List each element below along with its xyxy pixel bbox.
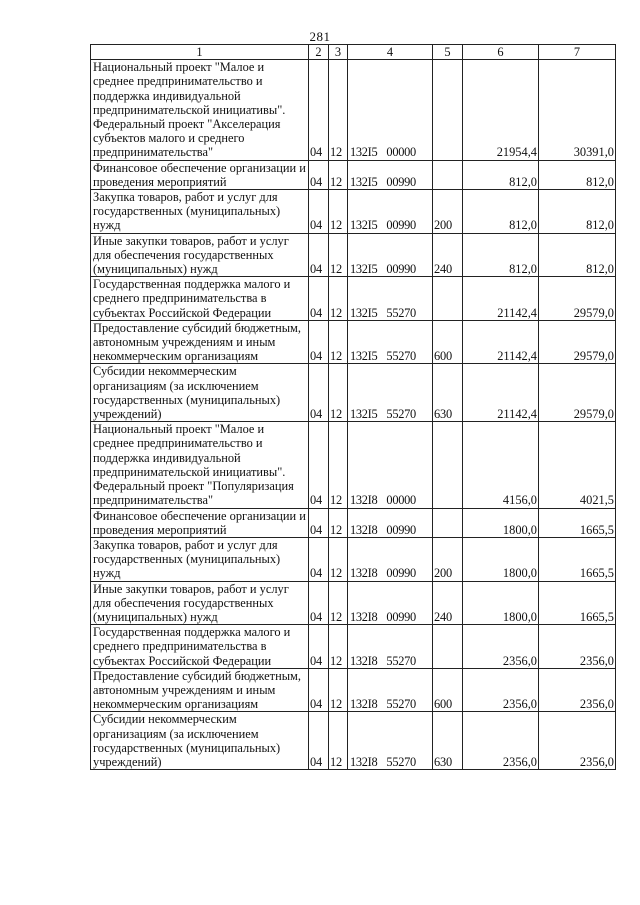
- direction-code: 00990: [386, 174, 416, 189]
- target-article-cell: [348, 668, 433, 712]
- program-code: 132I5: [350, 305, 378, 320]
- row-name-cell: Предоставление субсидий бюджетным, автономным учреждениям и иным некоммерческим организациям: [91, 320, 309, 364]
- row-name-cell: Финансовое обеспечение организации и проведения мероприятий: [91, 508, 309, 537]
- target-article-cell: [348, 60, 433, 160]
- direction-code: 55270: [386, 407, 416, 422]
- amount-year2-cell: 1665,5: [539, 537, 616, 581]
- subsection-code-cell: 12: [329, 625, 348, 669]
- section-code-cell: 04: [309, 508, 329, 537]
- table-row: [91, 233, 616, 277]
- amount-year1-cell: 21954,4: [463, 60, 539, 160]
- program-code: 132I8: [350, 653, 378, 668]
- amount-year2-cell: 812,0: [539, 233, 616, 277]
- direction-code: 00000: [386, 145, 416, 160]
- expense-type-cell: [433, 277, 463, 321]
- section-code-cell: 04: [309, 668, 329, 712]
- program-code: 132I5: [350, 407, 378, 422]
- direction-code: 00990: [386, 609, 416, 624]
- section-code-cell: 04: [309, 537, 329, 581]
- program-code: 132I5: [350, 145, 378, 160]
- target-article-cell: [348, 190, 433, 234]
- expense-type-cell: 240: [433, 581, 463, 625]
- direction-code: 00990: [386, 566, 416, 581]
- subsection-code-cell: 12: [329, 277, 348, 321]
- program-code: 132I5: [350, 218, 378, 233]
- row-name-cell: Закупка товаров, работ и услуг для государственных (муниципальных) нужд: [91, 537, 309, 581]
- program-code: 132I8: [350, 566, 378, 581]
- target-article-cell: [348, 277, 433, 321]
- table-row: [91, 320, 616, 364]
- direction-code: 55270: [386, 653, 416, 668]
- table-row: [91, 190, 616, 234]
- table-row: [91, 508, 616, 537]
- section-code-cell: 04: [309, 364, 329, 422]
- amount-year2-cell: 2356,0: [539, 668, 616, 712]
- table-row: [91, 712, 616, 770]
- subsection-code-cell: 12: [329, 668, 348, 712]
- row-name-cell: Субсидии некоммерческим организациям (за исключением государственных (муниципальных) учреждений): [91, 712, 309, 770]
- expense-type-cell: 200: [433, 190, 463, 234]
- program-code: 132I8: [350, 522, 378, 537]
- row-name-cell: Национальный проект "Малое и среднее предпринимательство и поддержка индивидуальной предпринимательской инициативы". Федеральный проект "Акселерация субъектов малого и среднего предпринимательства": [91, 60, 309, 160]
- amount-year1-cell: 1800,0: [463, 508, 539, 537]
- table-row: [91, 160, 616, 189]
- section-code-cell: 04: [309, 320, 329, 364]
- expense-type-cell: 630: [433, 364, 463, 422]
- expense-type-cell: [433, 625, 463, 669]
- amount-year1-cell: 812,0: [463, 160, 539, 189]
- amount-year1-cell: 2356,0: [463, 625, 539, 669]
- amount-year1-cell: 812,0: [463, 233, 539, 277]
- row-name-cell: Национальный проект "Малое и среднее предпринимательство и поддержка индивидуальной предпринимательской инициативы". Федеральный проект "Популяризация предпринимательства": [91, 422, 309, 508]
- subsection-code-cell: 12: [329, 364, 348, 422]
- expense-type-cell: [433, 422, 463, 508]
- direction-code: 00990: [386, 522, 416, 537]
- column-number-row: [91, 45, 616, 60]
- target-article-cell: [348, 508, 433, 537]
- expense-type-cell: 600: [433, 668, 463, 712]
- amount-year1-cell: 21142,4: [463, 364, 539, 422]
- direction-code: 55270: [386, 305, 416, 320]
- amount-year1-cell: 1800,0: [463, 537, 539, 581]
- amount-year1-cell: 2356,0: [463, 668, 539, 712]
- expense-type-cell: 240: [433, 233, 463, 277]
- program-code: 132I5: [350, 174, 378, 189]
- table-body: [91, 60, 616, 770]
- row-name-cell: Закупка товаров, работ и услуг для государственных (муниципальных) нужд: [91, 190, 309, 234]
- amount-year2-cell: 812,0: [539, 190, 616, 234]
- table-row: [91, 277, 616, 321]
- subsection-code-cell: 12: [329, 320, 348, 364]
- row-name-cell: Государственная поддержка малого и среднего предпринимательства в субъектах Российской Федерации: [91, 625, 309, 669]
- program-code: 132I5: [350, 262, 378, 277]
- target-article-cell: [348, 320, 433, 364]
- program-code: 132I5: [350, 349, 378, 364]
- subsection-code-cell: 12: [329, 190, 348, 234]
- subsection-code-cell: 12: [329, 712, 348, 770]
- column-header: 2: [309, 45, 329, 60]
- row-name-cell: Субсидии некоммерческим организациям (за исключением государственных (муниципальных) учреждений): [91, 364, 309, 422]
- section-code-cell: 04: [309, 581, 329, 625]
- section-code-cell: 04: [309, 277, 329, 321]
- target-article-cell: [348, 712, 433, 770]
- subsection-code-cell: 12: [329, 508, 348, 537]
- table-row: [91, 537, 616, 581]
- amount-year1-cell: 21142,4: [463, 277, 539, 321]
- subsection-code-cell: 12: [329, 60, 348, 160]
- budget-table: [90, 44, 616, 770]
- amount-year2-cell: 2356,0: [539, 712, 616, 770]
- direction-code: 00990: [386, 262, 416, 277]
- direction-code: 55270: [386, 697, 416, 712]
- target-article-cell: [348, 160, 433, 189]
- row-name-cell: Иные закупки товаров, работ и услуг для обеспечения государственных (муниципальных) нужд: [91, 233, 309, 277]
- section-code-cell: 04: [309, 233, 329, 277]
- table-row: [91, 422, 616, 508]
- row-name-cell: Предоставление субсидий бюджетным, автономным учреждениям и иным некоммерческим организациям: [91, 668, 309, 712]
- program-code: 132I8: [350, 697, 378, 712]
- row-name-cell: Иные закупки товаров, работ и услуг для обеспечения государственных (муниципальных) нужд: [91, 581, 309, 625]
- amount-year2-cell: 30391,0: [539, 60, 616, 160]
- expense-type-cell: 630: [433, 712, 463, 770]
- subsection-code-cell: 12: [329, 233, 348, 277]
- amount-year1-cell: 1800,0: [463, 581, 539, 625]
- expense-type-cell: [433, 160, 463, 189]
- amount-year2-cell: 1665,5: [539, 508, 616, 537]
- section-code-cell: 04: [309, 190, 329, 234]
- subsection-code-cell: 12: [329, 537, 348, 581]
- section-code-cell: 04: [309, 60, 329, 160]
- amount-year1-cell: 812,0: [463, 190, 539, 234]
- target-article-cell: [348, 422, 433, 508]
- direction-code: 55270: [386, 754, 416, 769]
- target-article-cell: [348, 581, 433, 625]
- amount-year1-cell: 21142,4: [463, 320, 539, 364]
- expense-type-cell: [433, 508, 463, 537]
- section-code-cell: 04: [309, 160, 329, 189]
- subsection-code-cell: 12: [329, 422, 348, 508]
- amount-year2-cell: 1665,5: [539, 581, 616, 625]
- program-code: 132I8: [350, 754, 378, 769]
- amount-year1-cell: 2356,0: [463, 712, 539, 770]
- page-number: 281: [309, 29, 331, 44]
- column-header: 1: [91, 45, 309, 60]
- table-row: [91, 364, 616, 422]
- column-header: 7: [539, 45, 616, 60]
- section-code-cell: 04: [309, 712, 329, 770]
- column-header: 5: [433, 45, 463, 60]
- column-header: 4: [348, 45, 433, 60]
- expense-type-cell: 600: [433, 320, 463, 364]
- target-article-cell: [348, 537, 433, 581]
- table-row: [91, 581, 616, 625]
- row-name-cell: Финансовое обеспечение организации и проведения мероприятий: [91, 160, 309, 189]
- section-code-cell: 04: [309, 422, 329, 508]
- subsection-code-cell: 12: [329, 160, 348, 189]
- amount-year2-cell: 812,0: [539, 160, 616, 189]
- program-code: 132I8: [350, 493, 378, 508]
- expense-type-cell: [433, 60, 463, 160]
- table-row: [91, 625, 616, 669]
- target-article-cell: [348, 233, 433, 277]
- section-code-cell: 04: [309, 625, 329, 669]
- amount-year2-cell: 2356,0: [539, 625, 616, 669]
- target-article-cell: [348, 364, 433, 422]
- column-header: 3: [329, 45, 348, 60]
- column-header: 6: [463, 45, 539, 60]
- expense-type-cell: 200: [433, 537, 463, 581]
- amount-year2-cell: 29579,0: [539, 364, 616, 422]
- amount-year1-cell: 4156,0: [463, 422, 539, 508]
- direction-code: 55270: [386, 349, 416, 364]
- program-code: 132I8: [350, 609, 378, 624]
- amount-year2-cell: 4021,5: [539, 422, 616, 508]
- amount-year2-cell: 29579,0: [539, 277, 616, 321]
- direction-code: 00990: [386, 218, 416, 233]
- target-article-cell: [348, 625, 433, 669]
- table-row: [91, 60, 616, 160]
- subsection-code-cell: 12: [329, 581, 348, 625]
- direction-code: 00000: [386, 493, 416, 508]
- amount-year2-cell: 29579,0: [539, 320, 616, 364]
- table-row: [91, 668, 616, 712]
- row-name-cell: Государственная поддержка малого и среднего предпринимательства в субъектах Российской Федерации: [91, 277, 309, 321]
